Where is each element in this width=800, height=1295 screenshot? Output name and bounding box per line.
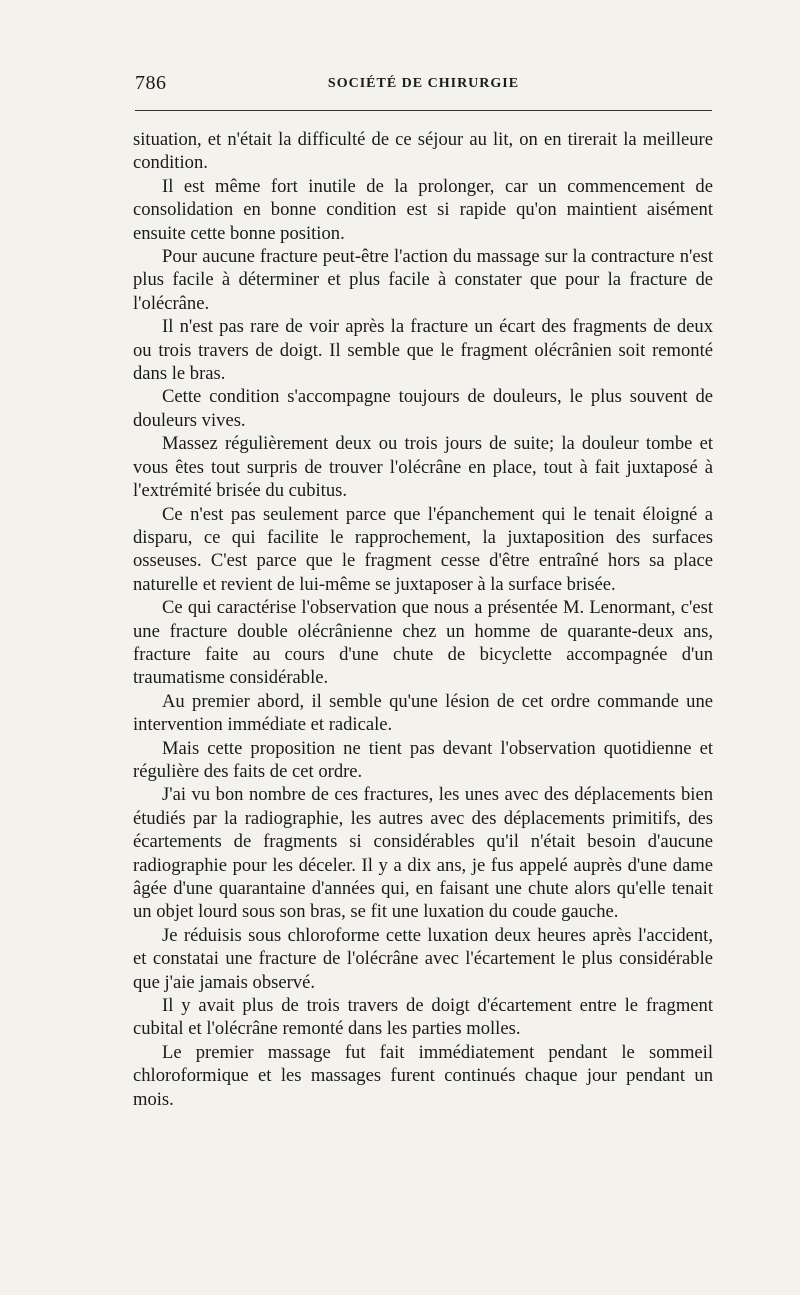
paragraph: Cette condition s'accompagne toujours de douleurs, le plus souvent de douleurs vives. <box>133 386 713 431</box>
paragraph: Massez régulièrement deux ou trois jours de suite; la douleur tombe et vous êtes tout surpris de trouver l'olécrâne en place, tout à fait juxtaposé à l'extrémité brisée du cubitus. <box>133 433 713 502</box>
paragraph: Ce qui caractérise l'observation que nous a présentée M. Lenormant, c'est une fracture double olécrânienne chez un homme de quarante-deux ans, fracture faite au cours d'une chute de bicyclette accompagnée d'un traumatisme considérable. <box>133 597 713 689</box>
running-head: SOCIÉTÉ DE CHIRURGIE <box>327 76 520 91</box>
paragraph: situation, et n'était la difficulté de ce séjour au lit, on en tirerait la meilleure condition. <box>133 129 713 174</box>
paragraph: Il y avait plus de trois travers de doigt d'écartement entre le fragment cubital et l'olécrâne remonté dans les parties molles. <box>133 995 713 1040</box>
paragraph: Il n'est pas rare de voir après la fracture un écart des fragments de deux ou trois travers de doigt. Il semble que le fragment olécrânien soit remonté dans le bras. <box>133 316 713 385</box>
paragraph: Il est même fort inutile de la prolonger, car un commencement de consolidation en bonne condition est si rapide qu'on maintient aisément ensuite cette bonne position. <box>133 175 713 244</box>
page-number: 786 <box>135 72 167 94</box>
paragraph: J'ai vu bon nombre de ces fractures, les unes avec des déplacements bien étudiés par la radiographie, les autres avec des déplacements primitifs, des écartements de fragments si considérables qu'il n'était besoin d'aucune radiographie pour les déceler. Il y a dix ans, je fus appelé auprès d'une dame âgée d'une quarantaine d'années qui, en faisant une chute alors qu'elle tenait un objet lourd sous son bras, se fit une luxation du coude gauche. <box>133 784 713 923</box>
paragraph: Au premier abord, il semble qu'une lésion de cet ordre commande une intervention immédiate et radicale. <box>133 690 713 736</box>
body-text <box>133 128 713 1111</box>
header-rule <box>135 110 712 111</box>
paragraph: Le premier massage fut fait immédiatement pendant le sommeil chloroformique et les massages furent continués chaque jour pendant un mois. <box>133 1041 713 1110</box>
paragraph: Ce n'est pas seulement parce que l'épanchement qui le tenait éloigné a disparu, ce qui facilite le rapprochement, la juxtaposition des surfaces osseuses. C'est parce que le fragment cesse d'être entraîné hors sa place naturelle et revient de lui-même se juxtaposer à la surface brisée. <box>133 503 713 595</box>
page-header <box>135 72 712 96</box>
paragraph: Pour aucune fracture peut-être l'action du massage sur la contracture n'est plus facile à déterminer et plus facile à constater que pour la fracture de l'olécrâne. <box>133 246 713 314</box>
paragraph: Mais cette proposition ne tient pas devant l'observation quotidienne et régulière des faits de cet ordre. <box>133 737 713 782</box>
paragraph: Je réduisis sous chloroforme cette luxation deux heures après l'accident, et constatai une fracture de l'olécrâne avec l'écartement le plus considérable que j'aie jamais observé. <box>133 924 713 993</box>
